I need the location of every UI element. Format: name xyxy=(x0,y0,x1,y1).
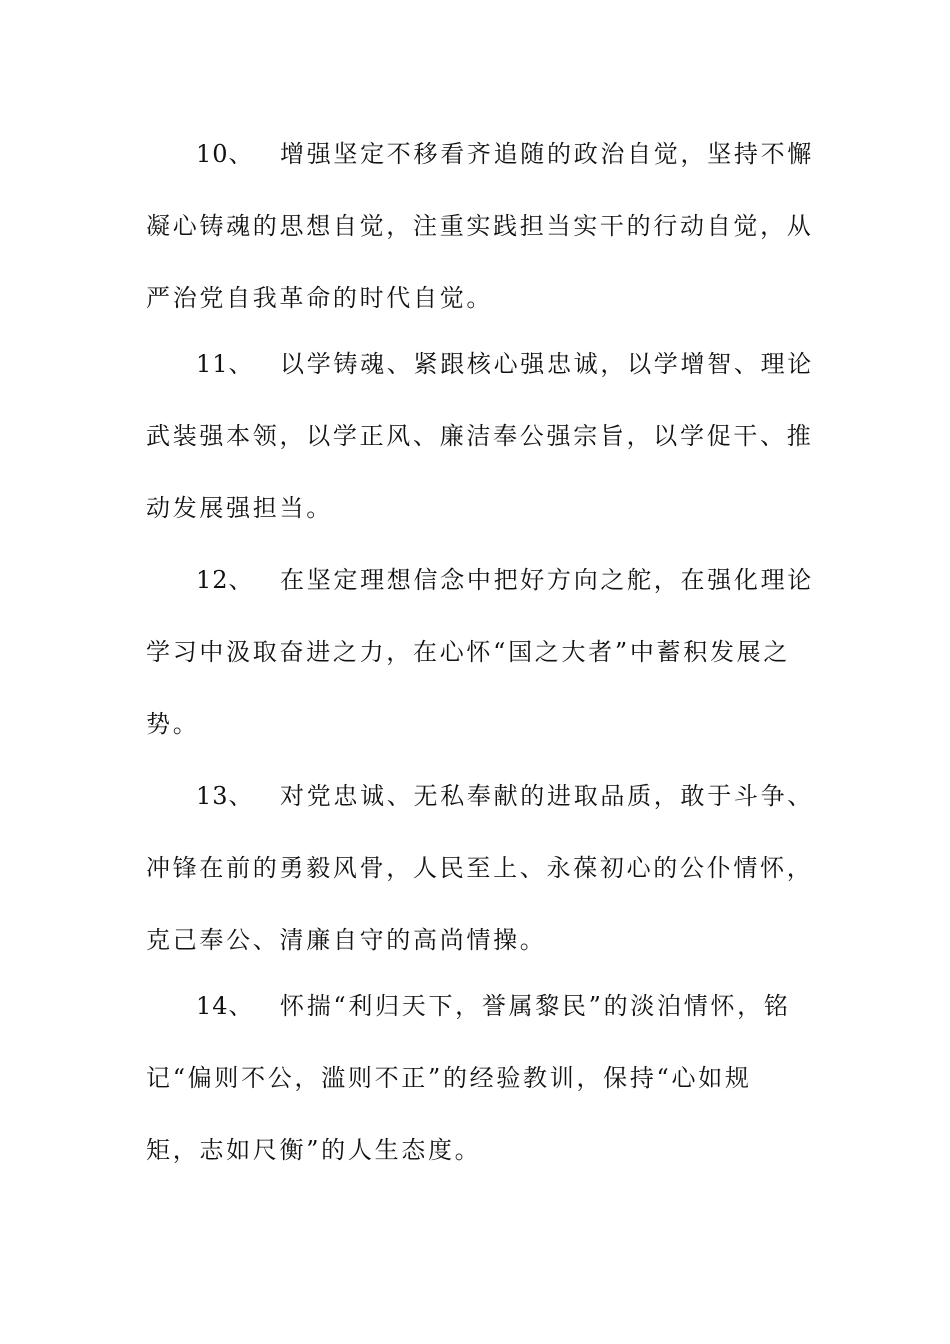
paragraph-line: 记“偏则不公，滥则不正”的经验教训，保持“心如规 xyxy=(146,1064,752,1092)
item-number: 13、 xyxy=(196,782,254,810)
paragraph-line: 在坚定理想信念中把好方向之舵，在强化理论 xyxy=(280,566,814,594)
paragraph-line: 势。 xyxy=(146,710,200,738)
paragraph-10 xyxy=(146,138,814,354)
paragraph-first-line xyxy=(146,348,814,420)
item-number: 12、 xyxy=(196,566,254,594)
paragraph-line: 凝心铸魂的思想自觉，注重实践担当实干的行动自觉，从 xyxy=(146,212,814,240)
paragraph-line: 武装强本领，以学正风、廉洁奉公强宗旨，以学促干、推 xyxy=(146,422,814,450)
item-number: 10、 xyxy=(196,140,254,168)
paragraph-13 xyxy=(146,780,814,996)
paragraph-line: 增强坚定不移看齐追随的政治自觉，坚持不懈 xyxy=(280,140,814,168)
paragraph-first-line xyxy=(146,564,814,636)
paragraph-11 xyxy=(146,348,814,564)
paragraph-line: 冲锋在前的勇毅风骨，人民至上、永葆初心的公仆情怀， xyxy=(146,854,814,882)
paragraph-line: 怀揣“利归天下，誉属黎民”的淡泊情怀，铭 xyxy=(280,992,791,1020)
item-number: 11、 xyxy=(196,350,254,378)
paragraph-line: 对党忠诚、无私奉献的进取品质，敢于斗争、 xyxy=(280,782,814,810)
paragraph-first-line xyxy=(146,780,814,852)
item-number: 14、 xyxy=(196,992,254,1020)
paragraph-line: 以学铸魂、紧跟核心强忠诚，以学增智、理论 xyxy=(280,350,814,378)
paragraph-first-line xyxy=(146,990,808,1062)
paragraph-12 xyxy=(146,564,814,780)
paragraph-line: 矩，志如尺衡”的人生态度。 xyxy=(146,1136,482,1164)
paragraph-line: 克己奉公、清廉自守的高尚情操。 xyxy=(146,926,547,954)
paragraph-first-line xyxy=(146,138,814,210)
paragraph-line: 严治党自我革命的时代自觉。 xyxy=(146,284,494,312)
paragraph-14 xyxy=(146,990,808,1206)
paragraph-line: 动发展强担当。 xyxy=(146,494,333,522)
paragraph-line: 学习中汲取奋进之力，在心怀“国之大者”中蓄积发展之 xyxy=(146,638,791,666)
